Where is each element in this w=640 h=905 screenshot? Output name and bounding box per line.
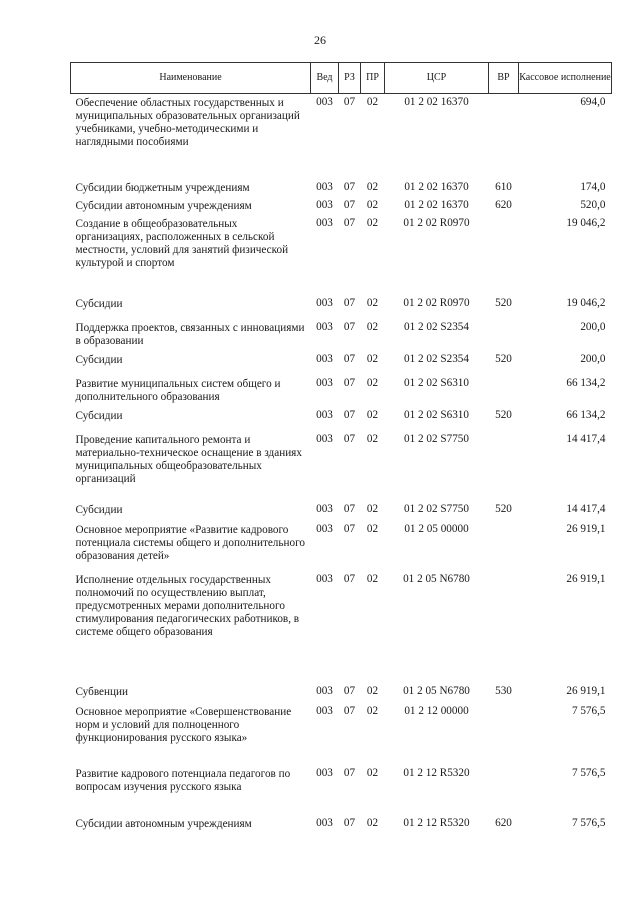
row-pr: 02 xyxy=(366,96,379,108)
row-csr: 01 2 12 R5320 xyxy=(403,816,470,829)
row-pr: 02 xyxy=(366,572,379,585)
row-vr: 520 xyxy=(495,408,512,421)
row-ved: 003 xyxy=(316,216,333,229)
row-vr xyxy=(489,375,519,407)
row-ved: 003 xyxy=(316,352,333,365)
row-vr xyxy=(489,765,519,815)
row-amount: 200,0 xyxy=(580,320,606,333)
row-pr: 02 xyxy=(366,766,379,779)
row-rz: 07 xyxy=(343,502,356,515)
column-header-rz: РЗ xyxy=(339,63,361,94)
row-vr xyxy=(489,319,519,351)
row-amount: 174,0 xyxy=(580,180,606,193)
row-csr: 01 2 05 00000 xyxy=(404,522,469,535)
row-vr: 620 xyxy=(495,198,512,211)
row-csr: 01 2 05 N6780 xyxy=(403,684,470,697)
row-vr xyxy=(489,431,519,501)
column-header-name: Наименование xyxy=(71,63,311,94)
row-ved: 003 xyxy=(316,816,333,829)
row-name: Субвенции xyxy=(75,685,128,698)
row-csr: 01 2 02 16370 xyxy=(404,198,469,211)
row-ved: 003 xyxy=(316,198,333,211)
row-pr: 02 xyxy=(366,408,379,421)
table-row xyxy=(71,765,612,815)
row-name: Субсидии xyxy=(75,297,123,310)
row-csr: 01 2 02 S6310 xyxy=(404,376,469,389)
row-pr: 02 xyxy=(366,704,379,717)
row-rz: 07 xyxy=(343,572,356,585)
row-csr: 01 2 02 S7750 xyxy=(404,432,469,445)
row-name: Развитие муниципальных систем общего и дополнительного образования xyxy=(75,377,281,403)
row-amount: 26 919,1 xyxy=(566,572,606,585)
row-vr: 520 xyxy=(495,352,512,365)
row-pr: 02 xyxy=(366,296,379,309)
row-vr: 530 xyxy=(495,684,512,697)
row-amount: 66 134,2 xyxy=(566,408,606,421)
table-row xyxy=(71,501,612,521)
row-pr: 02 xyxy=(366,216,379,229)
table-row xyxy=(71,683,612,703)
row-rz: 07 xyxy=(343,96,356,108)
row-ved: 003 xyxy=(316,320,333,333)
row-rz: 07 xyxy=(343,684,356,697)
row-pr: 02 xyxy=(366,198,379,211)
row-name: Субсидии бюджетным учреждениям xyxy=(75,181,250,194)
row-rz: 07 xyxy=(343,766,356,779)
page-number: 26 xyxy=(314,33,326,47)
row-rz: 07 xyxy=(343,408,356,421)
row-name: Субсидии xyxy=(75,409,123,422)
row-csr: 01 2 12 00000 xyxy=(404,704,469,717)
row-rz: 07 xyxy=(343,522,356,535)
row-amount: 19 046,2 xyxy=(566,216,606,229)
table-row xyxy=(71,351,612,375)
row-ved: 003 xyxy=(316,766,333,779)
table-row xyxy=(71,215,612,295)
row-pr: 02 xyxy=(366,816,379,829)
row-rz: 07 xyxy=(343,376,356,389)
column-header-amount: Кассовое исполнение xyxy=(519,63,612,94)
row-name: Субсидии xyxy=(75,503,123,516)
row-ved: 003 xyxy=(316,96,333,108)
table-row xyxy=(71,703,612,765)
row-name: Основное мероприятие «Развитие кадрового потенциала системы общего и дополнительного образования детей» xyxy=(75,523,305,562)
row-vr xyxy=(489,215,519,295)
row-ved: 003 xyxy=(316,408,333,421)
row-csr: 01 2 02 S7750 xyxy=(404,502,469,515)
row-amount: 14 417,4 xyxy=(566,432,606,445)
row-rz: 07 xyxy=(343,320,356,333)
table-row xyxy=(71,375,612,407)
row-pr: 02 xyxy=(366,352,379,365)
row-csr: 01 2 02 R0970 xyxy=(403,296,470,309)
table-header-row xyxy=(71,63,612,94)
row-name: Субсидии xyxy=(75,353,123,366)
row-pr: 02 xyxy=(366,522,379,535)
row-rz: 07 xyxy=(343,216,356,229)
row-amount: 7 576,5 xyxy=(571,816,606,829)
row-csr: 01 2 02 R0970 xyxy=(403,216,470,229)
column-header-ved: Вед xyxy=(311,63,339,94)
row-ved: 003 xyxy=(316,432,333,445)
row-name: Поддержка проектов, связанных с инновациями в образовании xyxy=(75,321,305,347)
row-vr xyxy=(489,571,519,683)
row-ved: 003 xyxy=(316,684,333,697)
row-csr: 01 2 12 R5320 xyxy=(403,766,470,779)
row-ved: 003 xyxy=(316,502,333,515)
row-ved: 003 xyxy=(316,296,333,309)
row-vr xyxy=(489,521,519,571)
row-rz: 07 xyxy=(343,704,356,717)
row-vr xyxy=(489,94,519,179)
row-amount: 26 919,1 xyxy=(566,684,606,697)
row-name: Основное мероприятие «Совершенствование норм и условий для полноценного функционирования русского языка» xyxy=(75,705,292,744)
row-ved: 003 xyxy=(316,522,333,535)
row-vr: 520 xyxy=(495,296,512,309)
row-vr: 520 xyxy=(495,502,512,515)
row-amount: 19 046,2 xyxy=(566,296,606,309)
row-pr: 02 xyxy=(366,180,379,193)
row-vr: 610 xyxy=(495,180,512,193)
row-amount: 520,0 xyxy=(580,198,606,211)
row-amount: 14 417,4 xyxy=(566,502,606,515)
row-pr: 02 xyxy=(366,320,379,333)
row-csr: 01 2 05 N6780 xyxy=(403,572,470,585)
table-row xyxy=(71,521,612,571)
row-ved: 003 xyxy=(316,572,333,585)
row-amount: 26 919,1 xyxy=(566,522,606,535)
row-amount: 7 576,5 xyxy=(571,704,606,717)
table-row xyxy=(71,295,612,319)
row-rz: 07 xyxy=(343,352,356,365)
row-rz: 07 xyxy=(343,180,356,193)
table-body xyxy=(71,94,612,833)
row-csr: 01 2 02 16370 xyxy=(404,96,469,108)
column-header-vr: ВР xyxy=(489,63,519,94)
row-csr: 01 2 02 S2354 xyxy=(404,320,469,333)
table-row xyxy=(71,179,612,197)
row-name: Проведение капитального ремонта и материально-техническое оснащение в зданиях муниципальных общеобразовательных организаций xyxy=(75,433,302,485)
row-vr xyxy=(489,703,519,765)
row-amount: 7 576,5 xyxy=(571,766,606,779)
row-vr: 620 xyxy=(495,816,512,829)
row-pr: 02 xyxy=(366,684,379,697)
row-rz: 07 xyxy=(343,432,356,445)
row-name: Обеспечение областных государственных и муниципальных образовательных организаций учебниками, учебно-методическими и наглядными пособиями xyxy=(75,97,300,148)
table-row xyxy=(71,431,612,501)
budget-table xyxy=(70,62,612,833)
row-ved: 003 xyxy=(316,376,333,389)
row-name: Субсидии автономным учреждениям xyxy=(75,817,252,830)
table-row xyxy=(71,407,612,431)
row-name: Исполнение отдельных государственных полномочий по осуществлению выплат, предусмотренных мерами дополнительного стимулирования педагогических работников, в системе общего образования xyxy=(75,573,300,638)
row-csr: 01 2 02 S2354 xyxy=(404,352,469,365)
row-rz: 07 xyxy=(343,296,356,309)
table-row xyxy=(71,571,612,683)
row-pr: 02 xyxy=(366,432,379,445)
row-csr: 01 2 02 16370 xyxy=(404,180,469,193)
row-pr: 02 xyxy=(366,502,379,515)
row-name: Развитие кадрового потенциала педагогов по вопросам изучения русского языка xyxy=(75,767,291,793)
row-ved: 003 xyxy=(316,704,333,717)
table-row xyxy=(71,319,612,351)
row-amount: 694,0 xyxy=(580,96,606,108)
row-amount: 200,0 xyxy=(580,352,606,365)
row-pr: 02 xyxy=(366,376,379,389)
row-name: Создание в общеобразовательных организациях, расположенных в сельской местности, условий для занятий физической культурой и спортом xyxy=(75,217,289,269)
column-header-csr: ЦСР xyxy=(385,63,489,94)
row-ved: 003 xyxy=(316,180,333,193)
table-row xyxy=(71,94,612,179)
row-rz: 07 xyxy=(343,816,356,829)
row-csr: 01 2 02 S6310 xyxy=(404,408,469,421)
row-amount: 66 134,2 xyxy=(566,376,606,389)
column-header-pr: ПР xyxy=(361,63,385,94)
row-name: Субсидии автономным учреждениям xyxy=(75,199,252,212)
table-row xyxy=(71,197,612,215)
row-rz: 07 xyxy=(343,198,356,211)
table-row xyxy=(71,815,612,833)
